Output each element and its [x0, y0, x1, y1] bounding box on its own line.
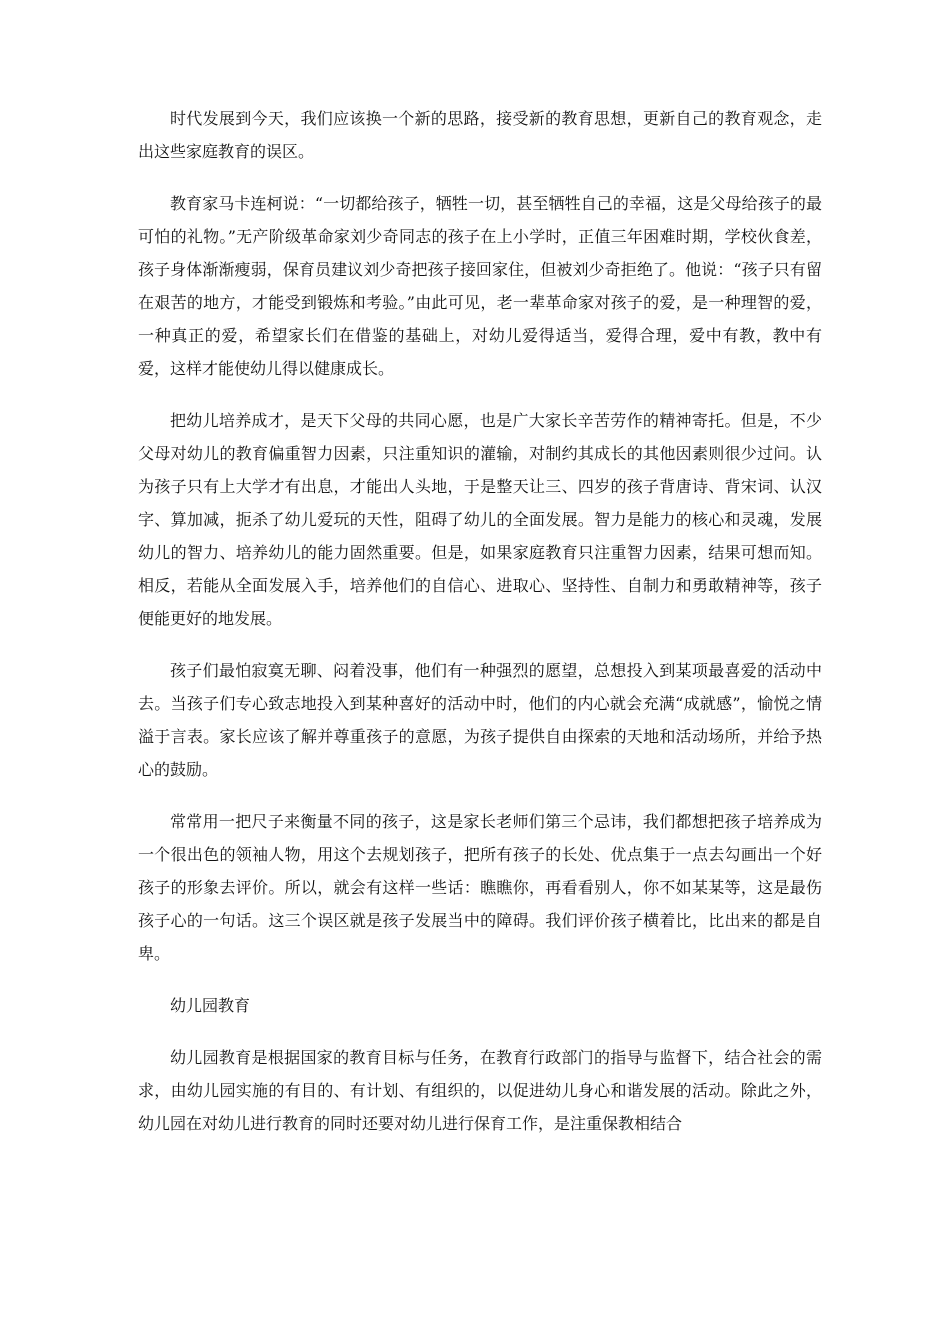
paragraph-comparison: 常常用一把尺子来衡量不同的孩子，这是家长老师们第三个忌讳，我们都想把孩子培养成为一个很出色的领袖人物，用这个去规划孩子，把所有孩子的长处、优点集于一点去勾画出一个好孩子的形象去评价。所以，就会有这样一些话：瞧瞧你，再看看别人，你不如某某等，这是最伤孩子心的一句话。这三个误区就是孩子发展当中的障碍。我们评价孩子横着比，比出来的都是自卑。: [138, 812, 822, 963]
paragraph-makarenko-quote: 教育家马卡连柯说：“一切都给孩子，牺牲一切，甚至牺牲自己的幸福，这是父母给孩子的最可怕的礼物。”无产阶级革命家刘少奇同志的孩子在上小学时，正值三年困难时期，学校伙食差，孩子身体渐渐瘦弱，保育员建议刘少奇把孩子接回家住，但被刘少奇拒绝了。他说：“孩子只有留在艰苦的地方，才能受到锻炼和考验。”由此可见，老一辈革命家对孩子的爱，是一种理智的爱，一种真正的爱，希望家长们在借鉴的基础上，对幼儿爱得适当，爱得合理，爱中有教，教中有爱，这样才能使幼儿得以健康成长。: [138, 194, 822, 378]
document-body: [138, 102, 822, 1159]
paragraph-activities: 孩子们最怕寂寞无聊、闷着没事，他们有一种强烈的愿望，总想投入到某项最喜爱的活动中去。当孩子们专心致志地投入到某种喜好的活动中时，他们的内心就会充满“成就感”，愉悦之情溢于言表。家长应该了解并尊重孩子的意愿，为孩子提供自由探索的天地和活动场所，并给予热心的鼓励。: [138, 661, 822, 779]
section-heading: 幼儿园教育: [170, 996, 251, 1015]
paragraph-overall-development: 把幼儿培养成才，是天下父母的共同心愿，也是广大家长辛苦劳作的精神寄托。但是，不少父母对幼儿的教育偏重智力因素，只注重知识的灌输，对制约其成长的其他因素则很少过问。认为孩子只有上大学才有出息，才能出人头地，于是整天让三、四岁的孩子背唐诗、背宋词、认汉字、算加减，扼杀了幼儿爱玩的天性，阻碍了幼儿的全面发展。智力是能力的核心和灵魂，发展幼儿的智力、培养幼儿的能力固然重要。但是，如果家庭教育只注重智力因素，结果可想而知。相反，若能从全面发展入手，培养他们的自信心、进取心、坚持性、自制力和勇敢精神等，孩子便能更好的地发展。: [138, 411, 822, 628]
paragraph-new-thinking: 时代发展到今天，我们应该换一个新的思路，接受新的教育思想，更新自己的教育观念，走出这些家庭教育的误区。: [138, 109, 822, 161]
paragraph-kindergarten-education: 幼儿园教育是根据国家的教育目标与任务，在教育行政部门的指导与监督下，结合社会的需求，由幼儿园实施的有目的、有计划、有组织的，以促进幼儿身心和谐发展的活动。除此之外，幼儿园在对幼儿进行教育的同时还要对幼儿进行保育工作，是注重保教相结合: [138, 1048, 822, 1133]
